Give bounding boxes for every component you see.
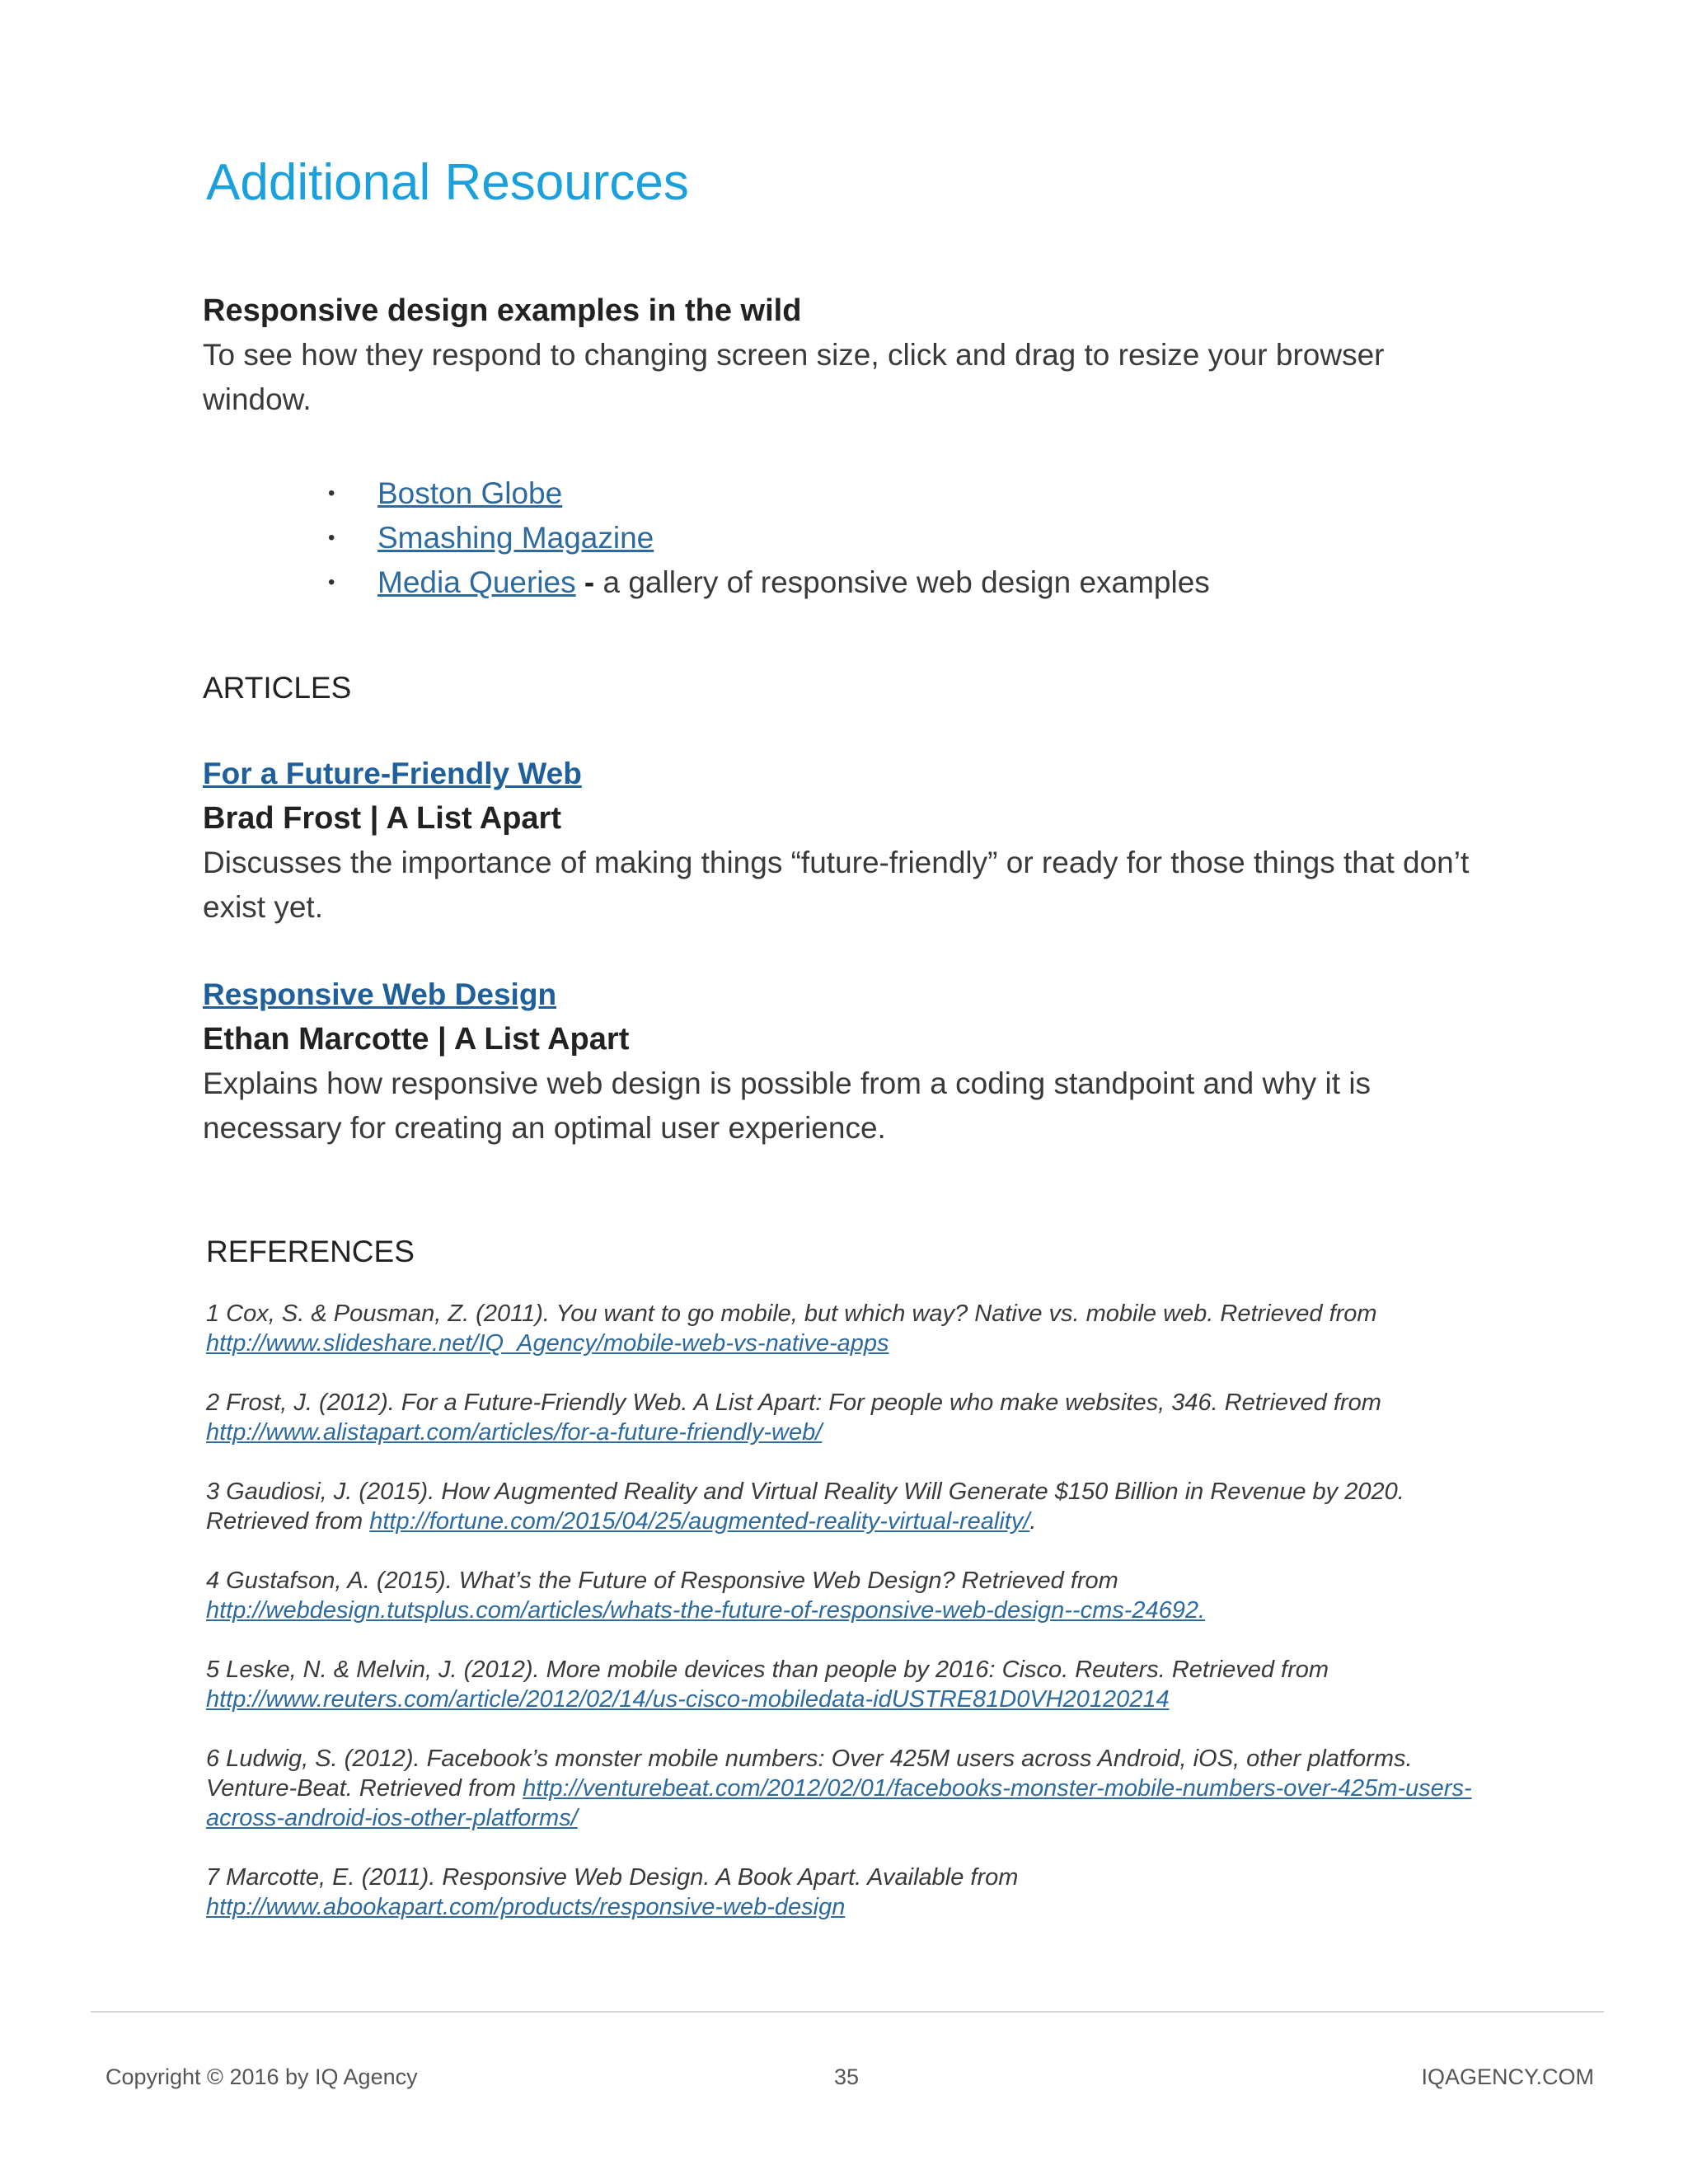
article-author: Ethan Marcotte | A List Apart — [203, 1022, 630, 1057]
bullet-icon: • — [328, 527, 335, 549]
boston-globe-link[interactable]: Boston Globe — [377, 476, 563, 510]
reference-link[interactable]: http://webdesign.tutsplus.com/articles/whats-the-future-of-responsive-web-design--cms-24692. — [206, 1597, 1206, 1624]
reference-text: 6 Ludwig, S. (2012). Facebook’s monster mobile numbers: Over 425M users across Android, iOS, other platforms. Venture-Beat. Retrieved from — [206, 1746, 1413, 1802]
smashing-magazine-link[interactable]: Smashing Magazine — [377, 521, 654, 555]
reference-item — [206, 1566, 1500, 1625]
reference-link[interactable]: http://www.slideshare.net/IQ_Agency/mobile-web-vs-native-apps — [206, 1330, 889, 1357]
page-title: Additional Resources — [206, 154, 689, 211]
references-heading: REFERENCES — [206, 1235, 415, 1268]
reference-text: 2 Frost, J. (2012). For a Future-Friendly Web. A List Apart: For people who make websites, 346. Retrieved from — [206, 1390, 1381, 1416]
reference-item — [206, 1655, 1500, 1714]
article-future-friendly — [203, 752, 1472, 930]
reference-after: . — [1029, 1508, 1037, 1535]
bullet-icon: • — [328, 571, 335, 593]
reference-item — [206, 1744, 1500, 1833]
reference-item — [206, 1388, 1500, 1447]
reference-item — [206, 1863, 1500, 1922]
media-queries-description: a gallery of responsive web design examples — [594, 565, 1210, 599]
page-number: 35 — [834, 2064, 860, 2089]
footer-divider — [91, 2011, 1604, 2013]
references-list — [206, 1299, 1500, 1952]
list-item — [328, 471, 1210, 516]
reference-link[interactable]: http://www.alistapart.com/articles/for-a-future-friendly-web/ — [206, 1419, 823, 1446]
reference-item — [206, 1299, 1500, 1358]
footer-copyright: Copyright © 2016 by IQ Agency — [106, 2064, 418, 2089]
examples-list — [328, 471, 1210, 605]
article-description: Explains how responsive web design is possible from a coding standpoint and why it is necessary for creating an optimal user experience. — [203, 1066, 1372, 1145]
bullet-icon: • — [328, 482, 335, 504]
article-responsive-web-design — [203, 972, 1472, 1151]
intro-heading: Responsive design examples in the wild — [203, 293, 802, 328]
reference-text: 7 Marcotte, E. (2011). Responsive Web Design. A Book Apart. Available from — [206, 1864, 1019, 1891]
list-item — [328, 560, 1210, 605]
reference-link[interactable]: http://www.reuters.com/article/2012/02/14/us-cisco-mobiledata-idUSTRE81D0VH20120214 — [206, 1686, 1170, 1713]
intro-section — [203, 288, 1456, 422]
footer-site-link[interactable]: IQAGENCY.COM — [1421, 2064, 1594, 2089]
dash-separator: - — [584, 565, 595, 599]
reference-text: 1 Cox, S. & Pousman, Z. (2011). You want to go mobile, but which way? Native vs. mobile web. Retrieved from — [206, 1301, 1377, 1327]
reference-item — [206, 1477, 1500, 1536]
reference-link[interactable]: http://fortune.com/2015/04/25/augmented-reality-virtual-reality/ — [369, 1508, 1030, 1535]
intro-text: To see how they respond to changing screen size, click and drag to resize your browser window. — [203, 338, 1385, 416]
reference-text: 3 Gaudiosi, J. (2015). How Augmented Reality and Virtual Reality Will Generate $150 Billion in Revenue by 2020. Retrieved from — [206, 1479, 1404, 1535]
reference-text: 4 Gustafson, A. (2015). What’s the Future of Responsive Web Design? Retrieved from — [206, 1568, 1118, 1594]
media-queries-link[interactable]: Media Queries — [377, 565, 576, 599]
list-item — [328, 516, 1210, 560]
article-title-link[interactable]: Responsive Web Design — [203, 977, 557, 1011]
articles-heading: ARTICLES — [203, 671, 352, 705]
article-author: Brad Frost | A List Apart — [203, 801, 561, 836]
article-title-link[interactable]: For a Future-Friendly Web — [203, 757, 582, 790]
reference-text: 5 Leske, N. & Melvin, J. (2012). More mobile devices than people by 2016: Cisco. Reuters. Retrieved from — [206, 1657, 1329, 1683]
article-description: Discusses the importance of making things “future-friendly” or ready for those things that don’t exist yet. — [203, 846, 1470, 924]
reference-link[interactable]: http://www.abookapart.com/products/responsive-web-design — [206, 1894, 846, 1920]
reference-link[interactable]: http://venturebeat.com/2012/02/01/facebooks-monster-mobile-numbers-over-425m-users-across-android-ios-other-platforms/ — [206, 1775, 1472, 1831]
